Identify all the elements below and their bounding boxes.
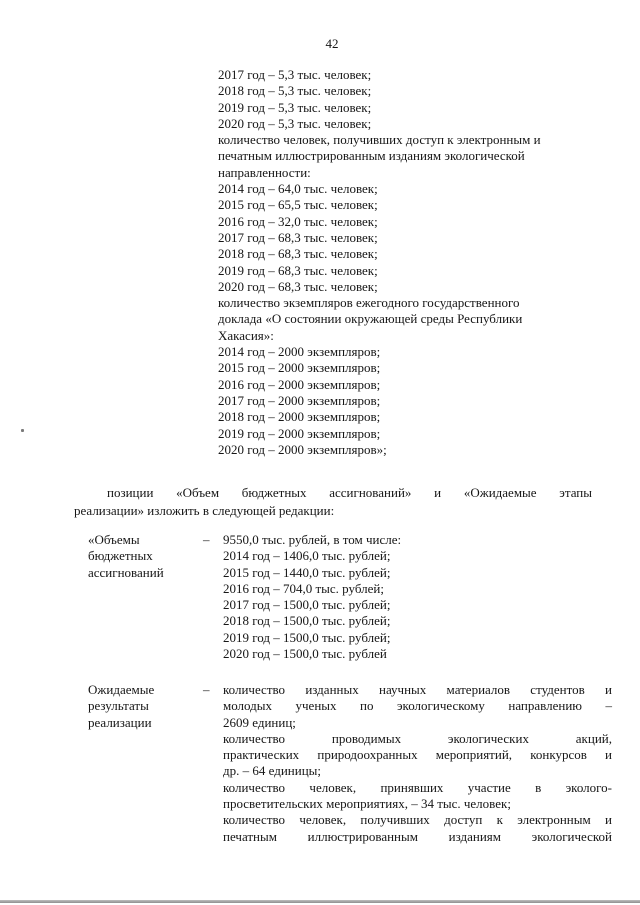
text-line: 2017 год – 5,3 тыс. человек; [218,67,372,82]
value-line: 2020 год – 1500,0 тыс. рублей [223,646,387,662]
text-line: количество человек, получивших доступ к электронным и [218,132,541,148]
scan-artifact-dot [21,429,24,432]
value-line: количество человек, принявших участие в эколого- [223,779,612,795]
value-line: 2016 год – 704,0 тыс. рублей; [223,580,384,596]
value-line: др. – 64 единицы; [223,763,322,779]
value-line: 2018 год – 1500,0 тыс. рублей; [223,613,391,629]
value-line: молодых ученых по экологическому направлению – [223,698,612,714]
value-line: 2015 год – 1440,0 тыс. рублей; [223,564,391,580]
row-label-line: ассигнований [88,564,164,580]
text-line: 2019 год – 5,3 тыс. человек; [218,99,372,115]
text-line: 2017 год – 2000 экземпляров; [218,392,381,408]
text-line: 2015 год – 65,5 тыс. человек; [218,197,378,213]
value-line: 2609 единиц; [223,714,296,730]
text-line: Хакасия»: [218,327,274,343]
text-line: 2017 год – 68,3 тыс. человек; [218,229,378,245]
value-line: 9550,0 тыс. рублей, в том числе: [223,532,402,547]
text-line: 2016 год – 32,0 тыс. человек; [218,213,378,229]
text-line: 2016 год – 2000 экземпляров; [218,376,381,392]
text-line: 2015 год – 2000 экземпляров; [218,360,381,376]
text-line: количество экземпляров ежегодного государственного [218,295,520,311]
text-line: 2019 год – 68,3 тыс. человек; [218,262,378,278]
row-label-line: бюджетных [88,548,153,564]
text-line: 2020 год – 68,3 тыс. человек; [218,278,378,294]
row-label [88,532,216,581]
row-label-line: «Объемы [88,532,140,547]
text-line: 2018 год – 68,3 тыс. человек; [218,246,378,262]
value-line: количество изданных научных материалов студентов и [223,682,612,697]
row-label-line: результаты [88,698,149,714]
scan-edge-line [0,900,640,903]
paragraph-line: позиции «Объем бюджетных ассигнований» и «Ожидаемые этапы [107,485,592,500]
row-dash: – [203,532,210,547]
text-line: 2018 год – 2000 экземпляров; [218,409,381,425]
value-line: количество человек, получивших доступ к электронным и [223,812,612,828]
value-line: 2019 год – 1500,0 тыс. рублей; [223,629,391,645]
row-label-line: реализации [88,714,152,730]
text-line: 2020 год – 2000 экземпляров»; [218,441,387,457]
text-line: печатным иллюстрированным изданиям экологической [218,148,525,164]
row-value [223,682,612,845]
amendment-paragraph [74,484,592,519]
row-label-line: Ожидаемые [88,682,155,697]
text-line: 2018 год – 5,3 тыс. человек; [218,83,372,99]
row-label [88,682,216,731]
text-line: доклада «О состоянии окружающей среды Республики [218,311,523,327]
text-line: 2014 год – 2000 экземпляров; [218,344,381,360]
value-line: 2017 год – 1500,0 тыс. рублей; [223,597,391,613]
text-line: 2020 год – 5,3 тыс. человек; [218,115,372,131]
value-line: количество проводимых экологических акций, [223,730,612,746]
value-line: просветительских мероприятиях, – 34 тыс. человек; [223,796,511,812]
text-line: 2014 год – 64,0 тыс. человек; [218,181,378,197]
paragraph-line: реализации» изложить в следующей редакции: [74,502,335,518]
value-line: печатным иллюстрированным изданиям экологической [223,828,612,844]
value-line: 2014 год – 1406,0 тыс. рублей; [223,548,391,564]
row-value [223,532,612,662]
indicator-list [218,67,618,458]
text-line: направленности: [218,164,311,180]
text-line: 2019 год – 2000 экземпляров; [218,425,381,441]
row-dash: – [203,682,210,697]
value-line: практических природоохранных мероприятий, конкурсов и [223,747,612,763]
page-number: 42 [325,36,339,51]
